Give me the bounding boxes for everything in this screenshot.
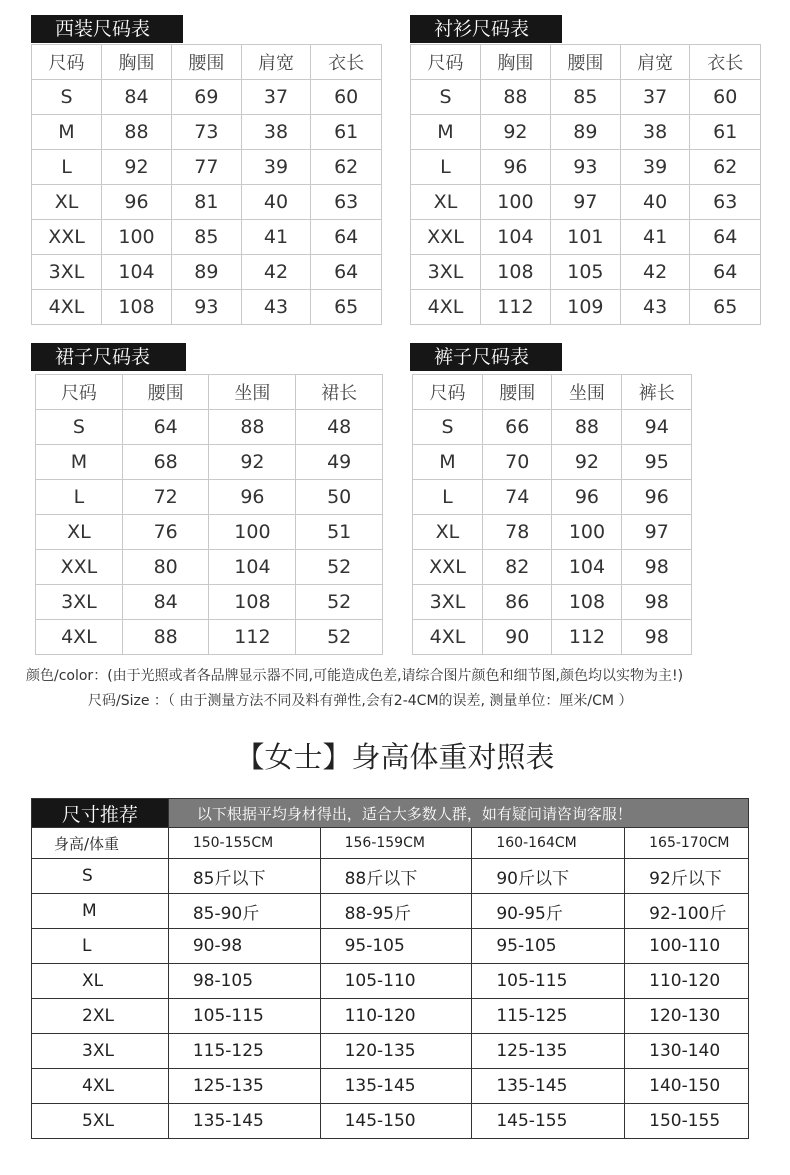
suit-chart-title: 西装尺码表 <box>31 15 183 43</box>
measurement-cell: 97 <box>622 515 692 550</box>
size-cell: 4XL <box>36 620 123 655</box>
measurement-cell: 64 <box>690 220 761 255</box>
measurement-cell: 84 <box>102 80 172 115</box>
size-cell: XXL <box>36 550 123 585</box>
skirt-header-row <box>36 375 383 410</box>
size-cell: 4XL <box>32 290 102 325</box>
pants-chart-title: 裤子尺码表 <box>410 343 562 371</box>
measurement-cell: 100 <box>552 515 622 550</box>
column-header: 肩宽 <box>241 45 311 80</box>
size-cell: 4XL <box>411 290 481 325</box>
shirt-size-table <box>410 44 761 325</box>
measurement-cell: 61 <box>311 115 382 150</box>
measurement-cell: 96 <box>102 185 172 220</box>
weight-cell: 88-95斤 <box>320 894 472 929</box>
size-cell: M <box>32 115 102 150</box>
size-cell: S <box>413 410 483 445</box>
measurement-cell: 69 <box>172 80 242 115</box>
measurement-cell: 39 <box>620 150 690 185</box>
height-weight-label: 身高/体重 <box>32 828 169 859</box>
measurement-cell: 66 <box>482 410 552 445</box>
measurement-cell: 96 <box>552 480 622 515</box>
column-header: 裙长 <box>296 375 383 410</box>
height-range: 160-164CM <box>472 828 625 859</box>
table-row <box>32 80 382 115</box>
measurement-cell: 95 <box>622 445 692 480</box>
measurement-cell: 37 <box>241 80 311 115</box>
measurement-cell: 85 <box>550 80 620 115</box>
table-row <box>32 220 382 255</box>
table-row <box>413 515 692 550</box>
measurement-cell: 105 <box>550 255 620 290</box>
weight-cell: 90-98 <box>168 929 320 964</box>
shirt-chart-title: 衬衫尺码表 <box>410 15 562 43</box>
measurement-cell: 98 <box>622 585 692 620</box>
women-table-body <box>32 799 749 1139</box>
table-row <box>411 115 761 150</box>
measurement-cell: 65 <box>311 290 382 325</box>
measurement-cell: 108 <box>552 585 622 620</box>
weight-cell: 125-135 <box>472 1034 625 1069</box>
table-row <box>413 480 692 515</box>
column-header: 尺码 <box>411 45 481 80</box>
size-cell: M <box>36 445 123 480</box>
measurement-cell: 49 <box>296 445 383 480</box>
weight-cell: 135-145 <box>168 1104 320 1139</box>
table-row <box>32 255 382 290</box>
table-row <box>32 290 382 325</box>
color-note: 颜色/color：(由于光照或者各品牌显示器不同,可能造成色差,请综合图片颜色和细节图,颜色均以实物为主!) <box>26 668 684 684</box>
measurement-cell: 82 <box>482 550 552 585</box>
size-cell: 5XL <box>32 1104 169 1139</box>
table-row <box>36 515 383 550</box>
table-row <box>32 999 749 1034</box>
measurement-cell: 64 <box>690 255 761 290</box>
table-row <box>413 620 692 655</box>
measurement-cell: 38 <box>620 115 690 150</box>
women-height-row <box>32 828 749 859</box>
size-cell: L <box>411 150 481 185</box>
weight-cell: 105-115 <box>472 964 625 999</box>
women-header-row <box>32 799 749 828</box>
measurement-cell: 88 <box>102 115 172 150</box>
size-cell: XL <box>411 185 481 220</box>
weight-cell: 135-145 <box>472 1069 625 1104</box>
table-row <box>36 585 383 620</box>
measurement-cell: 63 <box>690 185 761 220</box>
measurement-cell: 100 <box>102 220 172 255</box>
measurement-cell: 89 <box>172 255 242 290</box>
measurement-cell: 98 <box>622 550 692 585</box>
table-row <box>413 410 692 445</box>
column-header: 裤长 <box>622 375 692 410</box>
measurement-cell: 112 <box>480 290 550 325</box>
height-range: 165-170CM <box>625 828 749 859</box>
measurement-cell: 40 <box>620 185 690 220</box>
weight-cell: 140-150 <box>625 1069 749 1104</box>
size-cell: L <box>36 480 123 515</box>
size-cell: L <box>32 929 169 964</box>
weight-cell: 90-95斤 <box>472 894 625 929</box>
size-cell: M <box>411 115 481 150</box>
measurement-cell: 108 <box>209 585 296 620</box>
size-cell: XL <box>32 964 169 999</box>
measurement-cell: 92 <box>480 115 550 150</box>
suit-size-table <box>31 44 382 325</box>
measurement-cell: 43 <box>620 290 690 325</box>
measurement-cell: 112 <box>552 620 622 655</box>
shirt-header-row <box>411 45 761 80</box>
measurement-cell: 42 <box>620 255 690 290</box>
pants-size-chart <box>410 343 695 658</box>
measurement-cell: 94 <box>622 410 692 445</box>
measurement-cell: 92 <box>102 150 172 185</box>
measurement-cell: 104 <box>102 255 172 290</box>
size-cell: M <box>413 445 483 480</box>
table-row <box>32 150 382 185</box>
measurement-cell: 65 <box>690 290 761 325</box>
weight-cell: 120-130 <box>625 999 749 1034</box>
measurement-cell: 96 <box>480 150 550 185</box>
measurement-cell: 41 <box>241 220 311 255</box>
suit-header-row <box>32 45 382 80</box>
measurement-cell: 96 <box>209 480 296 515</box>
size-cell: S <box>36 410 123 445</box>
measurement-cell: 100 <box>209 515 296 550</box>
measurement-cell: 100 <box>480 185 550 220</box>
weight-cell: 130-140 <box>625 1034 749 1069</box>
size-cell: 3XL <box>32 255 102 290</box>
shirt-size-chart <box>410 15 761 330</box>
size-recommend-label: 尺寸推荐 <box>32 799 169 828</box>
measurement-cell: 109 <box>550 290 620 325</box>
women-height-weight-table <box>31 798 749 1139</box>
measurement-cell: 96 <box>622 480 692 515</box>
measurement-cell: 84 <box>122 585 209 620</box>
size-cell: 4XL <box>413 620 483 655</box>
weight-cell: 88斤以下 <box>320 859 472 894</box>
size-cell: S <box>411 80 481 115</box>
measurement-cell: 108 <box>102 290 172 325</box>
weight-cell: 95-105 <box>472 929 625 964</box>
size-cell: XXL <box>413 550 483 585</box>
measurement-cell: 42 <box>241 255 311 290</box>
table-row <box>411 220 761 255</box>
measurement-cell: 62 <box>311 150 382 185</box>
column-header: 腰围 <box>550 45 620 80</box>
measurement-cell: 64 <box>122 410 209 445</box>
size-cell: L <box>32 150 102 185</box>
measurement-cell: 73 <box>172 115 242 150</box>
measurement-cell: 70 <box>482 445 552 480</box>
measurement-cell: 52 <box>296 550 383 585</box>
measurement-cell: 74 <box>482 480 552 515</box>
pants-table-body <box>413 375 692 655</box>
skirt-table-body <box>36 375 383 655</box>
measurement-cell: 81 <box>172 185 242 220</box>
table-row <box>32 1069 749 1104</box>
weight-cell: 150-155 <box>625 1104 749 1139</box>
size-cell: 4XL <box>32 1069 169 1104</box>
measurement-cell: 40 <box>241 185 311 220</box>
size-cell: XL <box>413 515 483 550</box>
measurement-cell: 52 <box>296 585 383 620</box>
size-cell: 3XL <box>413 585 483 620</box>
weight-cell: 145-150 <box>320 1104 472 1139</box>
size-cell: L <box>413 480 483 515</box>
column-header: 胸围 <box>480 45 550 80</box>
suit-size-chart <box>31 15 382 330</box>
measurement-cell: 85 <box>172 220 242 255</box>
size-cell: M <box>32 894 169 929</box>
size-cell: XXL <box>411 220 481 255</box>
women-chart-title: 【女士】身高体重对照表 <box>235 740 555 774</box>
table-row <box>411 150 761 185</box>
measurement-cell: 41 <box>620 220 690 255</box>
column-header: 腰围 <box>172 45 242 80</box>
measurement-cell: 88 <box>480 80 550 115</box>
table-row <box>411 80 761 115</box>
weight-cell: 90斤以下 <box>472 859 625 894</box>
measurement-cell: 39 <box>241 150 311 185</box>
measurement-cell: 104 <box>209 550 296 585</box>
measurement-cell: 104 <box>552 550 622 585</box>
weight-cell: 100-110 <box>625 929 749 964</box>
table-row <box>36 620 383 655</box>
size-cell: 3XL <box>411 255 481 290</box>
column-header: 肩宽 <box>620 45 690 80</box>
weight-cell: 92斤以下 <box>625 859 749 894</box>
size-note: 尺码/Size ：（ 由于测量方法不同及料有弹性,会有2-4CM的误差, 测量单位：厘米/CM ） <box>88 693 633 709</box>
table-row <box>411 290 761 325</box>
measurement-cell: 93 <box>550 150 620 185</box>
measurement-cell: 97 <box>550 185 620 220</box>
measurement-cell: 51 <box>296 515 383 550</box>
measurement-cell: 98 <box>622 620 692 655</box>
pants-header-row <box>413 375 692 410</box>
measurement-cell: 64 <box>311 255 382 290</box>
size-cell: 3XL <box>32 1034 169 1069</box>
measurement-cell: 43 <box>241 290 311 325</box>
weight-cell: 92-100斤 <box>625 894 749 929</box>
shirt-table-body <box>411 45 761 325</box>
measurement-cell: 86 <box>482 585 552 620</box>
height-range: 150-155CM <box>168 828 320 859</box>
weight-cell: 105-115 <box>168 999 320 1034</box>
table-row <box>413 550 692 585</box>
column-header: 坐围 <box>209 375 296 410</box>
table-row <box>411 255 761 290</box>
size-cell: XXL <box>32 220 102 255</box>
column-header: 尺码 <box>413 375 483 410</box>
table-row <box>32 1104 749 1139</box>
size-cell: 3XL <box>36 585 123 620</box>
measurement-cell: 88 <box>122 620 209 655</box>
measurement-cell: 104 <box>480 220 550 255</box>
column-header: 胸围 <box>102 45 172 80</box>
weight-cell: 98-105 <box>168 964 320 999</box>
size-cell: S <box>32 80 102 115</box>
size-cell: XL <box>36 515 123 550</box>
weight-cell: 145-155 <box>472 1104 625 1139</box>
measurement-cell: 72 <box>122 480 209 515</box>
table-row <box>411 185 761 220</box>
table-row <box>32 894 749 929</box>
column-header: 衣长 <box>690 45 761 80</box>
measurement-cell: 50 <box>296 480 383 515</box>
column-header: 尺码 <box>32 45 102 80</box>
measurement-cell: 108 <box>480 255 550 290</box>
weight-cell: 120-135 <box>320 1034 472 1069</box>
weight-cell: 115-125 <box>168 1034 320 1069</box>
weight-cell: 115-125 <box>472 999 625 1034</box>
measurement-cell: 80 <box>122 550 209 585</box>
size-cell: XL <box>32 185 102 220</box>
measurement-cell: 61 <box>690 115 761 150</box>
column-header: 衣长 <box>311 45 382 80</box>
measurement-cell: 93 <box>172 290 242 325</box>
measurement-cell: 60 <box>690 80 761 115</box>
measurement-cell: 63 <box>311 185 382 220</box>
column-header: 腰围 <box>482 375 552 410</box>
table-row <box>32 964 749 999</box>
measurement-cell: 37 <box>620 80 690 115</box>
measurement-cell: 112 <box>209 620 296 655</box>
table-row <box>32 859 749 894</box>
column-header: 坐围 <box>552 375 622 410</box>
table-row <box>36 550 383 585</box>
weight-cell: 110-120 <box>625 964 749 999</box>
measurement-cell: 92 <box>552 445 622 480</box>
measurement-cell: 38 <box>241 115 311 150</box>
table-row <box>413 585 692 620</box>
measurement-cell: 68 <box>122 445 209 480</box>
measurement-cell: 62 <box>690 150 761 185</box>
size-recommend-hint: 以下根据平均身材得出，适合大多数人群，如有疑问请咨询客服！ <box>168 799 748 828</box>
measurement-cell: 78 <box>482 515 552 550</box>
measurement-cell: 64 <box>311 220 382 255</box>
weight-cell: 105-110 <box>320 964 472 999</box>
table-row <box>413 445 692 480</box>
measurement-cell: 88 <box>209 410 296 445</box>
column-header: 尺码 <box>36 375 123 410</box>
column-header: 腰围 <box>122 375 209 410</box>
table-row <box>36 410 383 445</box>
weight-cell: 85-90斤 <box>168 894 320 929</box>
measurement-cell: 92 <box>209 445 296 480</box>
table-row <box>36 445 383 480</box>
weight-cell: 110-120 <box>320 999 472 1034</box>
measurement-cell: 89 <box>550 115 620 150</box>
size-cell: S <box>32 859 169 894</box>
measurement-cell: 52 <box>296 620 383 655</box>
measurement-cell: 48 <box>296 410 383 445</box>
measurement-cell: 60 <box>311 80 382 115</box>
table-row <box>32 115 382 150</box>
skirt-size-table <box>35 374 383 655</box>
table-row <box>32 1034 749 1069</box>
weight-cell: 85斤以下 <box>168 859 320 894</box>
measurement-cell: 101 <box>550 220 620 255</box>
table-row <box>32 185 382 220</box>
table-row <box>32 929 749 964</box>
pants-size-table <box>412 374 692 655</box>
size-cell: 2XL <box>32 999 169 1034</box>
skirt-size-chart <box>31 343 382 658</box>
suit-table-body <box>32 45 382 325</box>
measurement-cell: 90 <box>482 620 552 655</box>
weight-cell: 135-145 <box>320 1069 472 1104</box>
measurement-cell: 88 <box>552 410 622 445</box>
weight-cell: 95-105 <box>320 929 472 964</box>
skirt-chart-title: 裙子尺码表 <box>31 343 186 371</box>
measurement-cell: 77 <box>172 150 242 185</box>
weight-cell: 125-135 <box>168 1069 320 1104</box>
table-row <box>36 480 383 515</box>
measurement-cell: 76 <box>122 515 209 550</box>
height-range: 156-159CM <box>320 828 472 859</box>
